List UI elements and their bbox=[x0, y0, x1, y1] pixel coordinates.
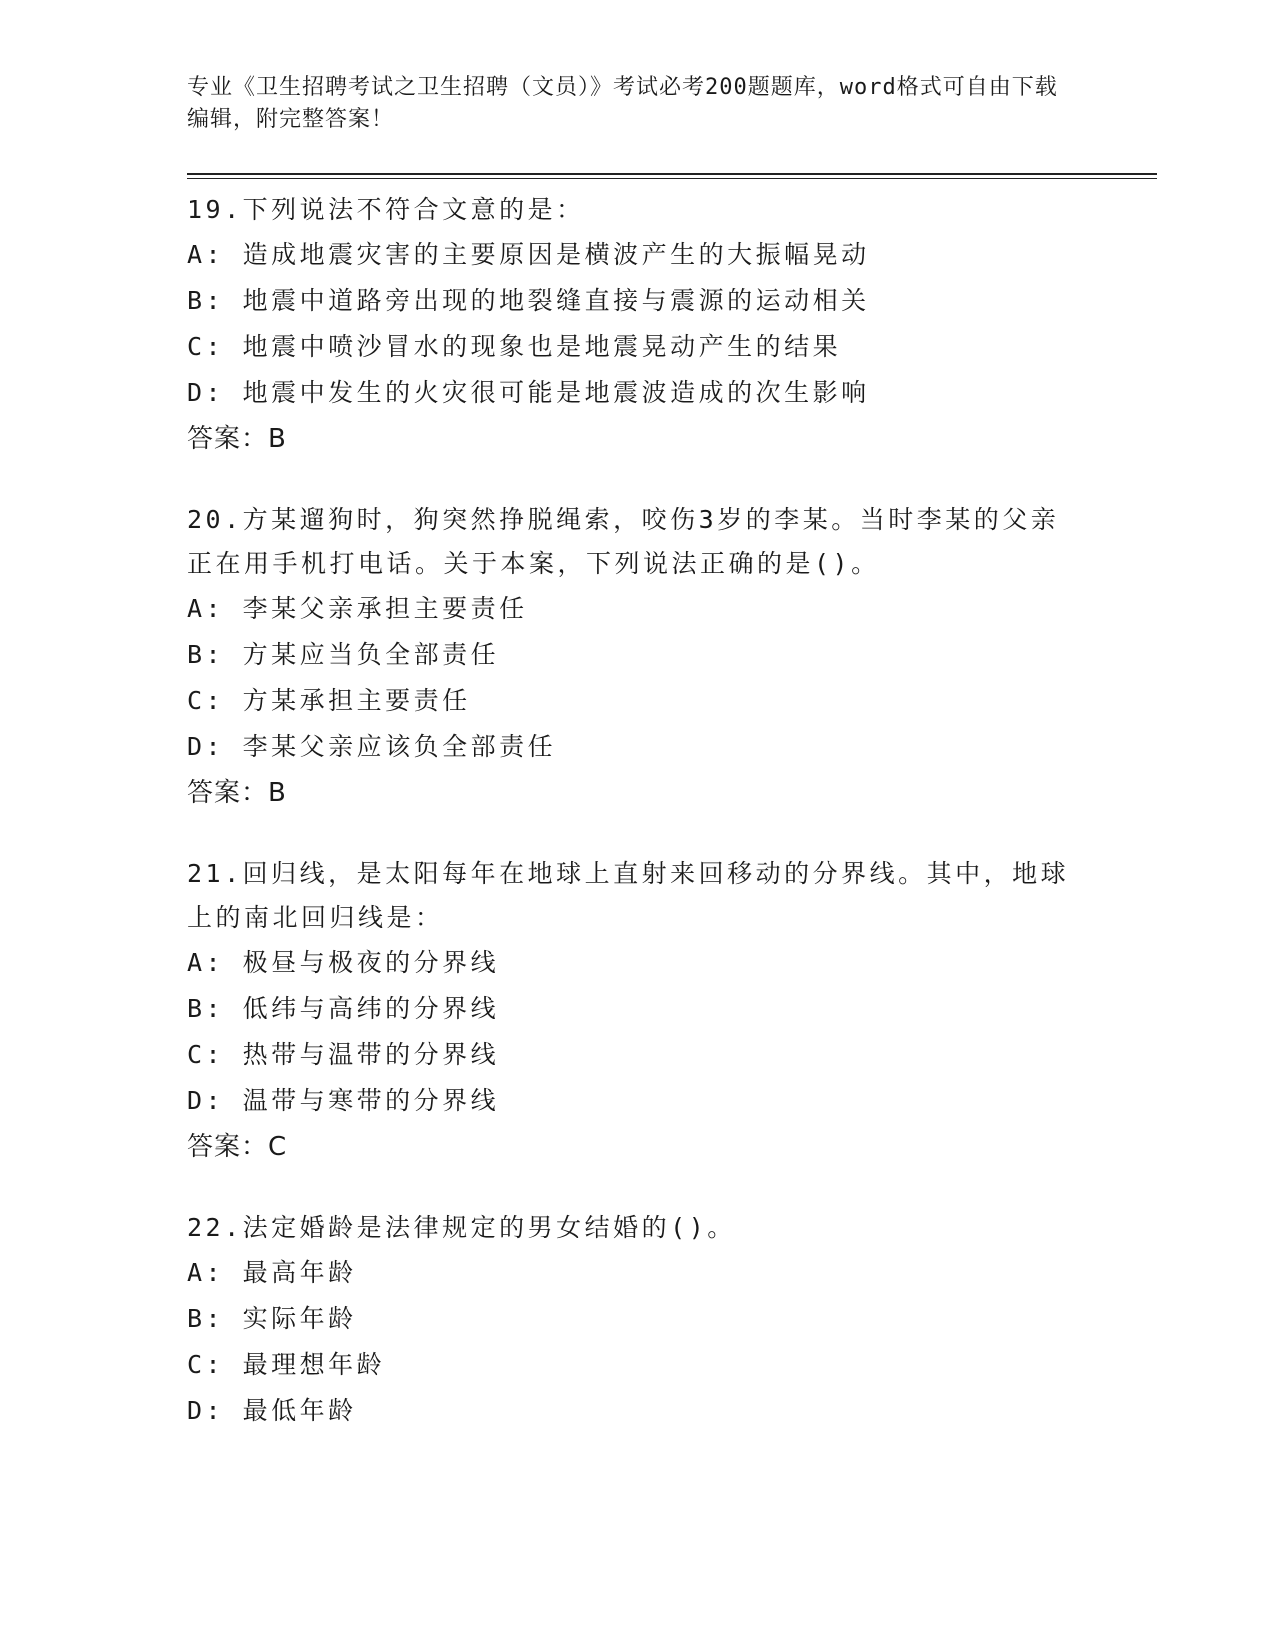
option-b: B: 实际年龄 bbox=[187, 1304, 357, 1333]
option-b: B: 地震中道路旁出现的地裂缝直接与震源的运动相关 bbox=[187, 286, 870, 315]
question-stem: 21.回归线，是太阳每年在地球上直射来回移动的分界线。其中，地球上的南北回归线是： bbox=[187, 859, 1070, 932]
option-d: D: 最低年龄 bbox=[187, 1396, 357, 1425]
option-b: B: 方某应当负全部责任 bbox=[187, 640, 500, 669]
option-a: A: 最高年龄 bbox=[187, 1258, 357, 1287]
option-d: D: 温带与寒带的分界线 bbox=[187, 1086, 500, 1115]
answer-label: 答案：B bbox=[187, 424, 287, 454]
document-page bbox=[187, 72, 1157, 1470]
question-stem: 22.法定婚龄是法律规定的男女结婚的()。 bbox=[187, 1213, 736, 1242]
option-a: A: 李某父亲承担主要责任 bbox=[187, 594, 528, 623]
option-d: D: 李某父亲应该负全部责任 bbox=[187, 732, 557, 761]
option-a: A: 极昼与极夜的分界线 bbox=[187, 948, 500, 977]
question-22 bbox=[187, 1206, 1157, 1434]
option-c: C: 地震中喷沙冒水的现象也是地震晃动产生的结果 bbox=[187, 332, 842, 361]
question-stem: 20.方某遛狗时，狗突然挣脱绳索，咬伤3岁的李某。当时李某的父亲正在用手机打电话。关于本案，下列说法正确的是()。 bbox=[187, 505, 1060, 578]
option-c: C: 热带与温带的分界线 bbox=[187, 1040, 500, 1069]
question-21 bbox=[187, 852, 1157, 1170]
question-stem: 19.下列说法不符合文意的是： bbox=[187, 195, 585, 224]
option-c: C: 最理想年龄 bbox=[187, 1350, 386, 1379]
question-19 bbox=[187, 188, 1157, 462]
option-b: B: 低纬与高纬的分界线 bbox=[187, 994, 500, 1023]
option-a: A: 造成地震灾害的主要原因是横波产生的大振幅晃动 bbox=[187, 240, 870, 269]
answer-label: 答案：C bbox=[187, 1132, 288, 1162]
answer-label: 答案：B bbox=[187, 778, 287, 808]
header-divider bbox=[187, 173, 1157, 179]
option-d: D: 地震中发生的火灾很可能是地震波造成的次生影响 bbox=[187, 378, 870, 407]
document-header: 专业《卫生招聘考试之卫生招聘（文员）》考试必考200题题库，word格式可自由下载编辑，附完整答案！ bbox=[187, 75, 1058, 132]
option-c: C: 方某承担主要责任 bbox=[187, 686, 471, 715]
question-20 bbox=[187, 498, 1157, 816]
question-list bbox=[187, 188, 1157, 1434]
